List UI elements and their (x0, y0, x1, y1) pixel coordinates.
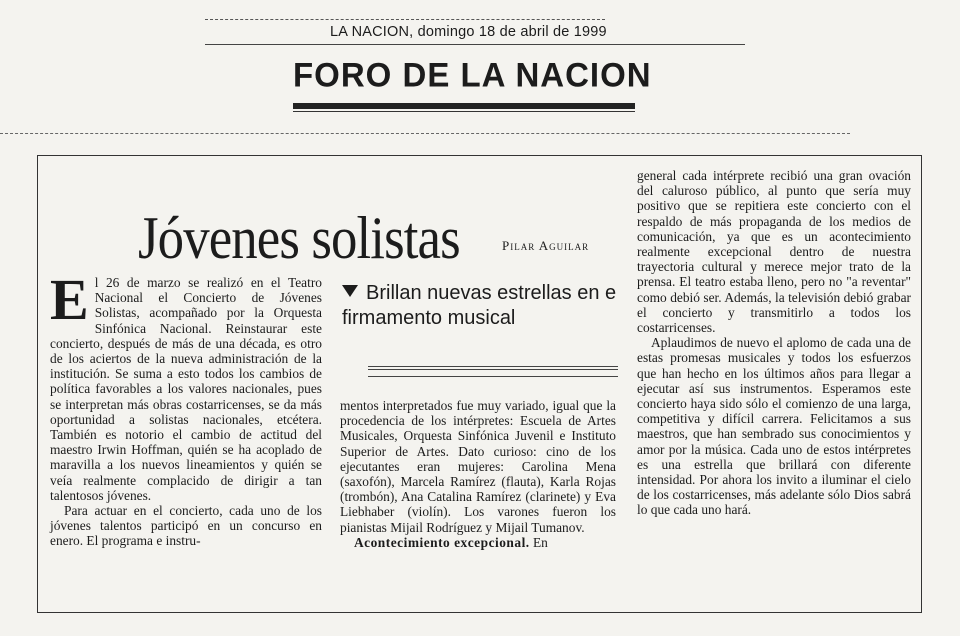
subhead: Acontecimiento excepcional. (354, 534, 530, 550)
paragraph: mentos interpretados fue muy variado, igual que la procedencia de los intérpretes: Escuela de Artes Musicales, Orquesta Sinfónica Juvenil e Instituto Superior de Artes. Dato curioso: cino de los ejecutantes eran mujeres: Carolina Mena (saxofón), Marcela Ramírez (flauta), Karla Rojas (trombón), Ana Catalina Ramírez (clarinete) y Eva Liebhaber (violín). Los varones fueron los pianistas Mijail Rodríguez y Mijail Tumanov. (340, 398, 616, 535)
lead-paragraph (50, 267, 322, 503)
pull-quote-text: Brillan nuevas estrellas en e firmamento musical (342, 282, 617, 329)
masthead-underline (293, 103, 635, 109)
separator-line (0, 133, 850, 134)
article-title: Jóvenes solistas (138, 205, 460, 272)
masthead-underline-thin (293, 111, 635, 112)
pull-quote (342, 281, 622, 331)
subhead-tail: En (529, 534, 548, 550)
paragraph: Aplaudimos de nuevo el aplomo de cada una de estas promesas musicales y todos los esfuerzos que han hecho en los últimos años para llegar a ejecutar así sus instrumentos. Esperamos este concierto haya sido sólo el comienzo de una larga, competitiva y difícil carrera. Felicitamos a sus maestros, que han sembrado sus conocimientos y amor por la música. Cada uno de estos intérpretes es una estrella que brillará con diferente intensidad. Por ahora los invito a iluminar el cielo de los costarricenses, más adelante sólo Dios sabrá lo que cada uno hará. (637, 335, 911, 518)
article-column-1 (50, 267, 322, 549)
article-column-3 (637, 168, 911, 518)
triangle-bullet-icon (342, 285, 358, 297)
article-column-2 (340, 398, 616, 550)
dateline: LA NACION, domingo 18 de abril de 1999 (330, 24, 607, 40)
header-top-rule (205, 19, 605, 20)
drop-cap: E (50, 267, 89, 332)
lead-text: l 26 de marzo se realizó en el Teatro Nacional el Concierto de Jóvenes Solistas, acompañado por la Orquesta Sinfónica Nacional. Reinstaurar este concierto, después de más de una década, es otro de los aciertos de la nueva administración de la institución. Se suma a esto todos los cambios de política favorables a los valores nacionales, pues se interpretan más obras costarricenses, se da más oportunidad a solistas nacionales, etcétera. También es notorio el cambio de actitud del maestro Irwin Hoffman, quién se ha acoplado de maravilla a los nuevos lineamientos y quién se veía realmente complacido de dirigir a tan talentosos jóvenes. (50, 275, 322, 503)
paragraph: Para actuar en el concierto, cada uno de los jóvenes talentos participó en un concurso en enero. El programa e instru- (50, 503, 322, 549)
pull-quote-rule-thin (368, 376, 618, 377)
header-rule (205, 44, 745, 45)
article-author: Pilar Aguilar (502, 238, 590, 253)
paragraph: general cada intérprete recibió una gran ovación del caluroso público, al punto que sería muy positivo que se repitiera este concierto con el respaldo de más propaganda de los medios de comunicación, ya que es un acontecimiento realmente excepcional dentro de nuestra trayectoria cultural y merece mejor trato de la prensa. El teatro estaba lleno, pero no "a reventar" como debió ser. Además, la televisión debió grabar el concierto y transmitirlo a todos los costarricenses. (637, 168, 911, 336)
subhead-paragraph (340, 535, 616, 550)
section-masthead: FORO DE LA NACION (293, 54, 652, 94)
pull-quote-rule (368, 366, 618, 372)
